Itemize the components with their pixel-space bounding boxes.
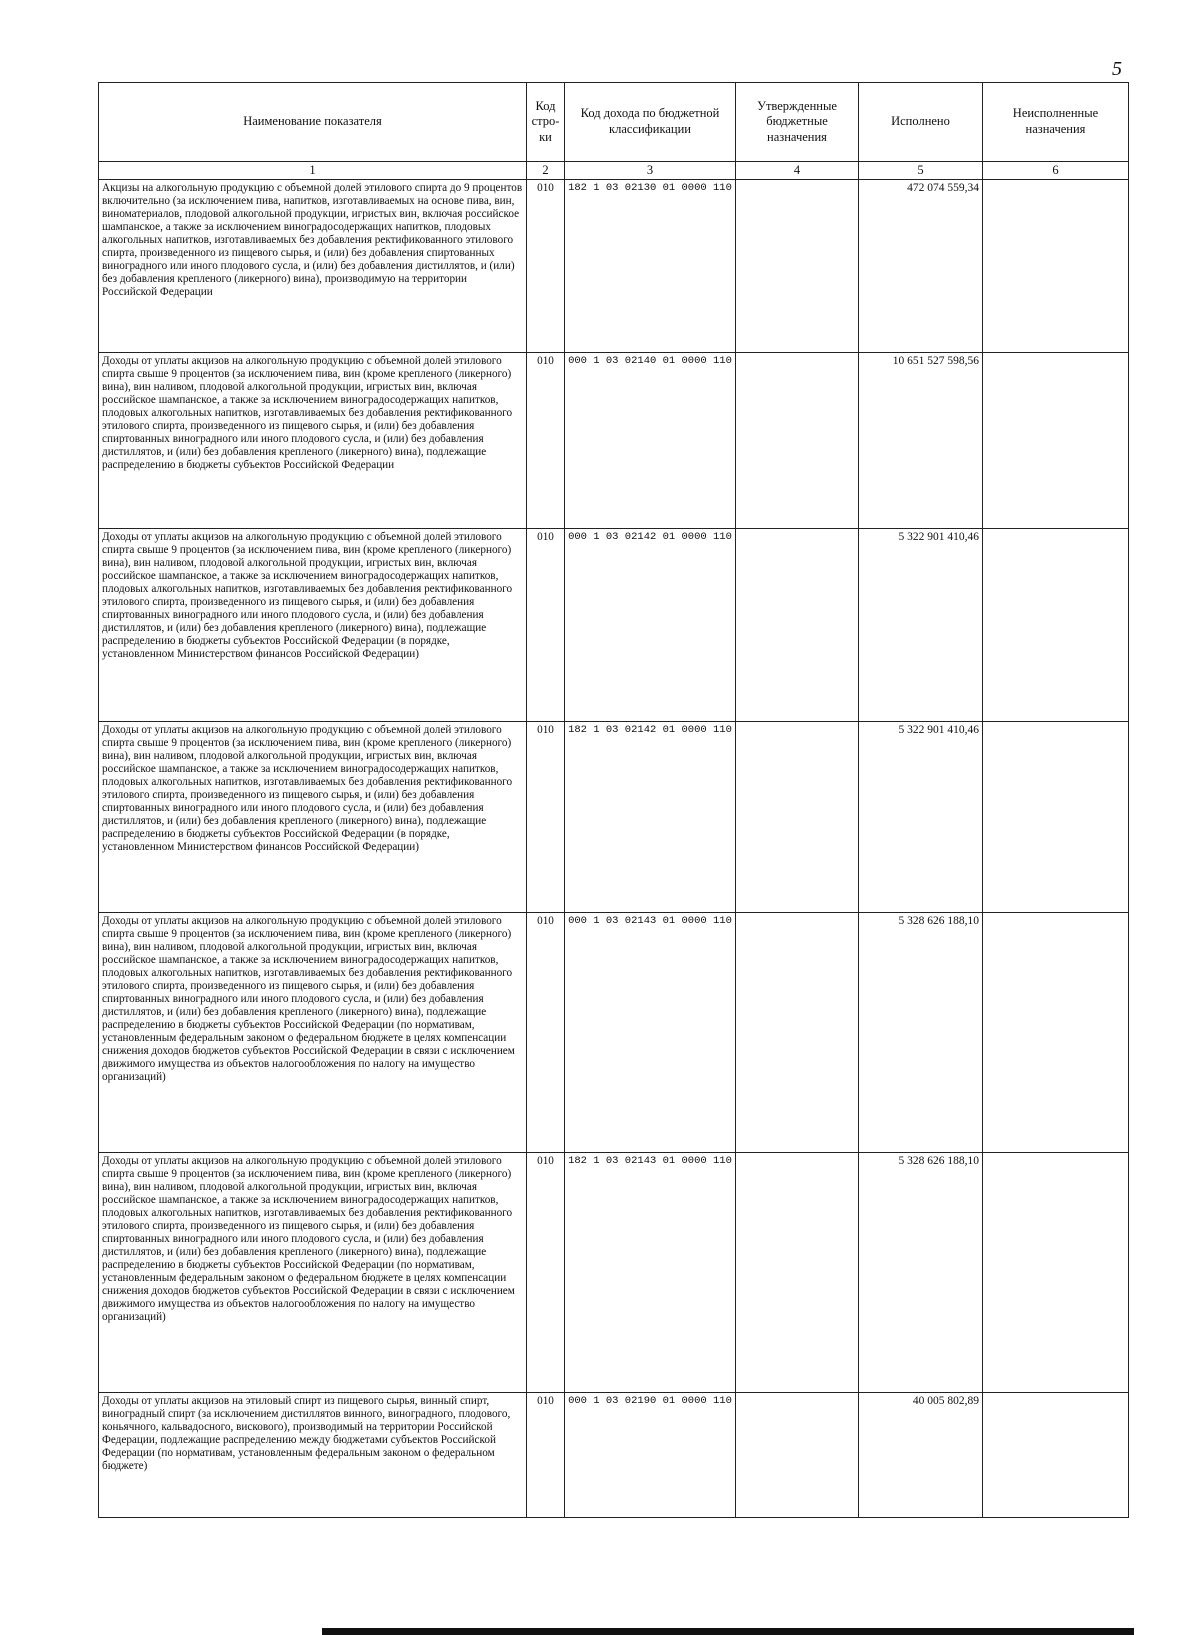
table-header-row (99, 83, 1129, 162)
header-budget-code: Код дохода по бюджетной классификации (565, 83, 736, 162)
row-approved (736, 722, 859, 913)
row-name: Доходы от уплаты акцизов на алкогольную продукцию с объемной долей этилового спирта свыше 9 процентов (за исключением пива, вин (кроме крепленого (ликерного) вина), вин наливом, плодовой алкогольной продукции, игристых вин, включая российское шампанское, а также за исключением виноградосодержащих напитков, плодовых алкогольных напитков, изготавливаемых без добавления ректификованного этилового спирта, произведенного из пищевого сырья, и (или) без добавления спиртованных виноградного или иного плодового сусла, и (или) без добавления дистиллятов, и (или) без добавления крепленого (ликерного) вина), подлежащие распределению в бюджеты субъектов Российской Федерации (по нормативам, установленным федеральным законом о федеральном бюджете в целях компенсации снижения доходов бюджетов субъектов Российской Федерации в связи с исключением движимого имущества из объектов налогообложения по налогу на имущество организаций) (99, 1153, 527, 1393)
row-line-code: 010 (527, 1153, 565, 1393)
column-number: 4 (736, 162, 859, 180)
row-approved (736, 353, 859, 529)
row-budget-code: 182 1 03 02130 01 0000 110 (565, 180, 736, 353)
row-executed: 5 328 626 188,10 (859, 913, 983, 1153)
header-executed: Исполнено (859, 83, 983, 162)
column-number: 3 (565, 162, 736, 180)
row-budget-code: 182 1 03 02142 01 0000 110 (565, 722, 736, 913)
header-approved: Утвержденные бюджетные назначения (736, 83, 859, 162)
row-name: Доходы от уплаты акцизов на алкогольную продукцию с объемной долей этилового спирта свыше 9 процентов (за исключением пива, вин (кроме крепленого (ликерного) вина), вин наливом, плодовой алкогольной продукции, игристых вин, включая российское шампанское, а также за исключением виноградосодержащих напитков, плодовых алкогольных напитков, изготавливаемых без добавления ректификованного этилового спирта, произведенного из пищевого сырья, и (или) без добавления спиртованных виноградного или иного плодового сусла, и (или) без добавления дистиллятов, и (или) без добавления крепленого (ликерного) вина), подлежащие распределению в бюджеты субъектов Российской Федерации (по нормативам, установленным федеральным законом о федеральном бюджете в целях компенсации снижения доходов бюджетов субъектов Российской Федерации в связи с исключением движимого имущества из объектов налогообложения по налогу на имущество организаций) (99, 913, 527, 1153)
row-executed: 10 651 527 598,56 (859, 353, 983, 529)
row-line-code: 010 (527, 353, 565, 529)
table-row (99, 529, 1129, 722)
row-budget-code: 000 1 03 02140 01 0000 110 (565, 353, 736, 529)
row-approved (736, 1153, 859, 1393)
row-executed: 472 074 559,34 (859, 180, 983, 353)
row-budget-code: 182 1 03 02143 01 0000 110 (565, 1153, 736, 1393)
header-line-code: Код стро-ки (527, 83, 565, 162)
row-unexecuted (983, 722, 1129, 913)
row-unexecuted (983, 353, 1129, 529)
table-row (99, 353, 1129, 529)
table-row (99, 1153, 1129, 1393)
table-row (99, 180, 1129, 353)
row-line-code: 010 (527, 1393, 565, 1518)
row-name: Доходы от уплаты акцизов на алкогольную продукцию с объемной долей этилового спирта свыше 9 процентов (за исключением пива, вин (кроме крепленого (ликерного) вина), вин наливом, плодовой алкогольной продукции, игристых вин, включая российское шампанское, а также за исключением виноградосодержащих напитков, плодовых алкогольных напитков, изготавливаемых без добавления ректификованного этилового спирта, произведенного из пищевого сырья, и (или) без добавления спиртованных виноградного или иного плодового сусла, и (или) без добавления дистиллятов, и (или) без добавления крепленого (ликерного) вина), подлежащие распределению в бюджеты субъектов Российской Федерации (в порядке, установленном Министерством финансов Российской Федерации) (99, 529, 527, 722)
row-approved (736, 529, 859, 722)
header-unexecuted: Неисполненные назначения (983, 83, 1129, 162)
row-executed: 5 322 901 410,46 (859, 722, 983, 913)
row-line-code: 010 (527, 529, 565, 722)
page-number: 5 (1112, 58, 1122, 80)
column-number: 5 (859, 162, 983, 180)
column-number: 1 (99, 162, 527, 180)
row-name: Доходы от уплаты акцизов на этиловый спирт из пищевого сырья, винный спирт, виноградный спирт (за исключением дистиллятов винного, виноградного, плодового, коньячного, кальвадосного, вискового), производимый на территории Российской Федерации, подлежащие распределению между бюджетами субъектов Российской Федерации (по нормативам, установленным федеральным законом о федеральном бюджете) (99, 1393, 527, 1518)
row-approved (736, 913, 859, 1153)
row-executed: 40 005 802,89 (859, 1393, 983, 1518)
table-row (99, 1393, 1129, 1518)
table-row (99, 913, 1129, 1153)
row-line-code: 010 (527, 180, 565, 353)
row-name: Акцизы на алкогольную продукцию с объемной долей этилового спирта до 9 процентов включительно (за исключением пива, напитков, изготавливаемых на основе пива, вин, виноматериалов, плодовой алкогольной продукции, игристых вин, включая российское шампанское, а также за исключением виноградосодержащих напитков, плодовых алкогольных напитков, изготавливаемых без добавления ректификованного этилового спирта, произведенного из пищевого сырья, и (или) без добавления спиртованных виноградного или иного плодового сусла, и (или) без добавления дистиллятов, и (или) без добавления крепленого (ликерного) вина), производимую на территории Российской Федерации (99, 180, 527, 353)
row-name: Доходы от уплаты акцизов на алкогольную продукцию с объемной долей этилового спирта свыше 9 процентов (за исключением пива, вин (кроме крепленого (ликерного) вина), вин наливом, плодовой алкогольной продукции, игристых вин, включая российское шампанское, а также за исключением виноградосодержащих напитков, плодовых алкогольных напитков, изготавливаемых без добавления ректификованного этилового спирта, произведенного из пищевого сырья, и (или) без добавления спиртованных виноградного или иного плодового сусла, и (или) без добавления дистиллятов, и (или) без добавления крепленого (ликерного) вина), подлежащие распределению в бюджеты субъектов Российской Федерации (99, 353, 527, 529)
row-budget-code: 000 1 03 02142 01 0000 110 (565, 529, 736, 722)
table-row (99, 722, 1129, 913)
scan-edge-rule (322, 1628, 1134, 1635)
header-name: Наименование показателя (99, 83, 527, 162)
row-unexecuted (983, 1393, 1129, 1518)
row-line-code: 010 (527, 722, 565, 913)
row-unexecuted (983, 913, 1129, 1153)
column-number: 6 (983, 162, 1129, 180)
column-number: 2 (527, 162, 565, 180)
row-executed: 5 328 626 188,10 (859, 1153, 983, 1393)
row-executed: 5 322 901 410,46 (859, 529, 983, 722)
budget-execution-table (98, 82, 1129, 1518)
row-budget-code: 000 1 03 02143 01 0000 110 (565, 913, 736, 1153)
row-approved (736, 1393, 859, 1518)
row-budget-code: 000 1 03 02190 01 0000 110 (565, 1393, 736, 1518)
row-unexecuted (983, 180, 1129, 353)
row-approved (736, 180, 859, 353)
column-number-row (99, 162, 1129, 180)
row-line-code: 010 (527, 913, 565, 1153)
row-name: Доходы от уплаты акцизов на алкогольную продукцию с объемной долей этилового спирта свыше 9 процентов (за исключением пива, вин (кроме крепленого (ликерного) вина), вин наливом, плодовой алкогольной продукции, игристых вин, включая российское шампанское, а также за исключением виноградосодержащих напитков, плодовых алкогольных напитков, изготавливаемых без добавления ректификованного этилового спирта, произведенного из пищевого сырья, и (или) без добавления спиртованных виноградного или иного плодового сусла, и (или) без добавления дистиллятов, и (или) без добавления крепленого (ликерного) вина), подлежащие распределению в бюджеты субъектов Российской Федерации (в порядке, установленном Министерством финансов Российской Федерации) (99, 722, 527, 913)
row-unexecuted (983, 1153, 1129, 1393)
row-unexecuted (983, 529, 1129, 722)
